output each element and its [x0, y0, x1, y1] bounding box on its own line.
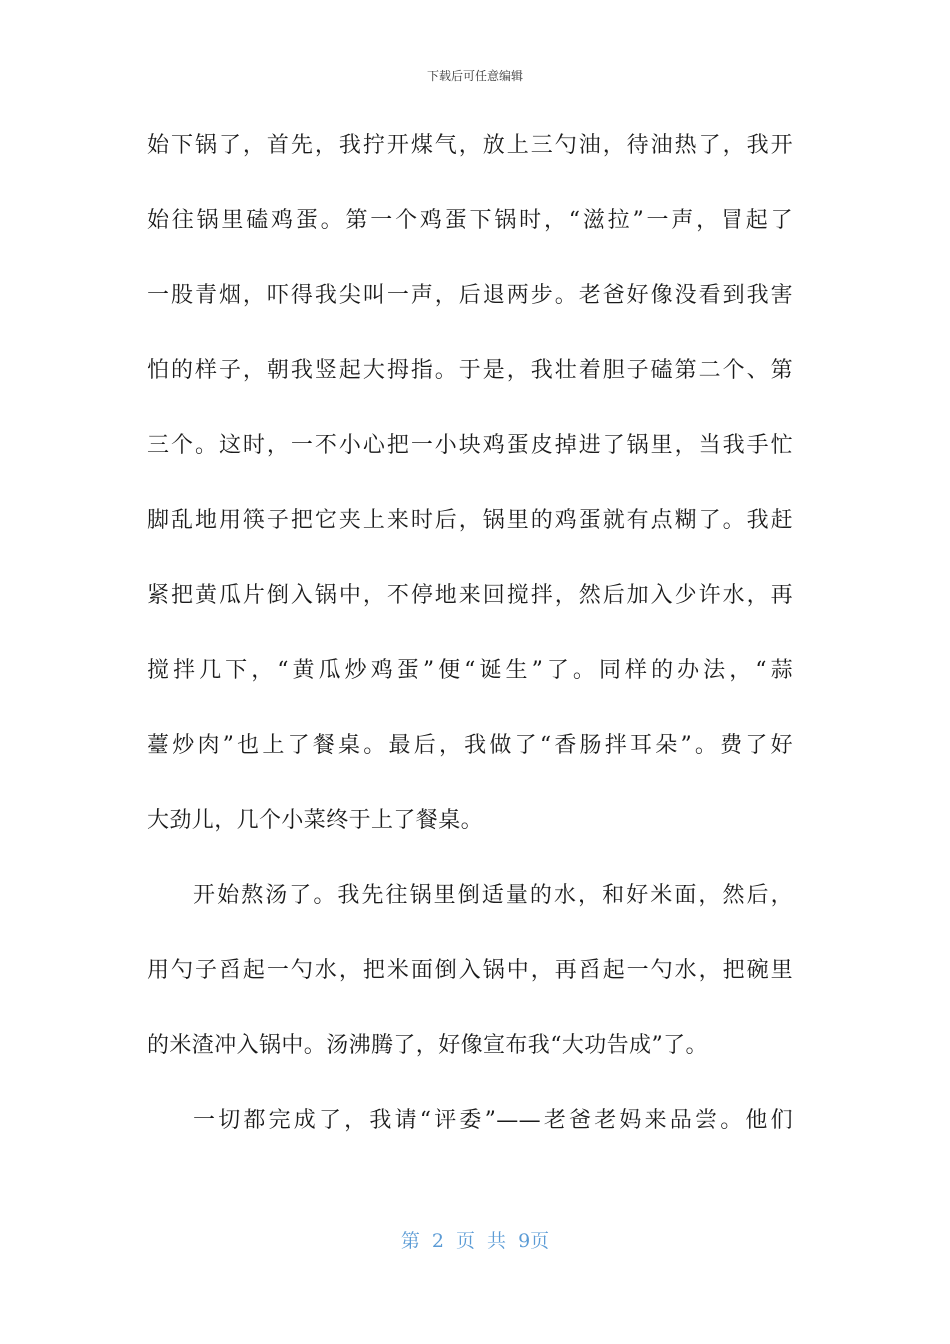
text-line: 用勺子舀起一勺水，把米面倒入锅中，再舀起一勺水，把碗里	[147, 958, 793, 983]
page-number-footer: 第 2 页 共 9页	[400, 1230, 550, 1252]
text-line: 的米渣冲入锅中。汤沸腾了，好像宣布我“大功告成”了。	[147, 1033, 708, 1058]
paragraph	[147, 874, 793, 1099]
text-line: 一股青烟，吓得我尖叫一声，后退两步。老爸好像没看到我害	[147, 283, 793, 308]
text-line: 怕的样子，朝我竖起大拇指。于是，我壮着胆子磕第二个、第	[147, 358, 793, 383]
text-line: 始往锅里磕鸡蛋。第一个鸡蛋下锅时，“滋拉”一声，冒起了	[147, 208, 793, 233]
page-header: 下载后可任意编辑	[426, 69, 523, 83]
text-line: 开始熬汤了。我先往锅里倒适量的水，和好米面，然后，	[193, 883, 793, 908]
text-line: 大劲儿，几个小菜终于上了餐桌。	[147, 808, 484, 833]
text-line: 薹炒肉”也上了餐桌。最后，我做了“香肠拌耳朵”。费了好	[147, 733, 793, 758]
text-line: 始下锅了，首先，我拧开煤气，放上三勺油，待油热了，我开	[147, 133, 793, 158]
text-line: 紧把黄瓜片倒入锅中，不停地来回搅拌，然后加入少许水，再	[147, 583, 793, 608]
paragraph	[147, 124, 793, 874]
text-line: 一切都完成了，我请“评委”——老爸老妈来品尝。他们	[193, 1108, 793, 1133]
document-body	[147, 124, 793, 1174]
text-line: 脚乱地用筷子把它夹上来时后，锅里的鸡蛋就有点糊了。我赶	[147, 508, 793, 533]
text-line: 搅拌几下，“黄瓜炒鸡蛋”便“诞生”了。同样的办法，“蒜	[147, 658, 793, 683]
text-line: 三个。这时，一不小心把一小块鸡蛋皮掉进了锅里，当我手忙	[147, 433, 793, 458]
paragraph	[147, 1099, 793, 1174]
